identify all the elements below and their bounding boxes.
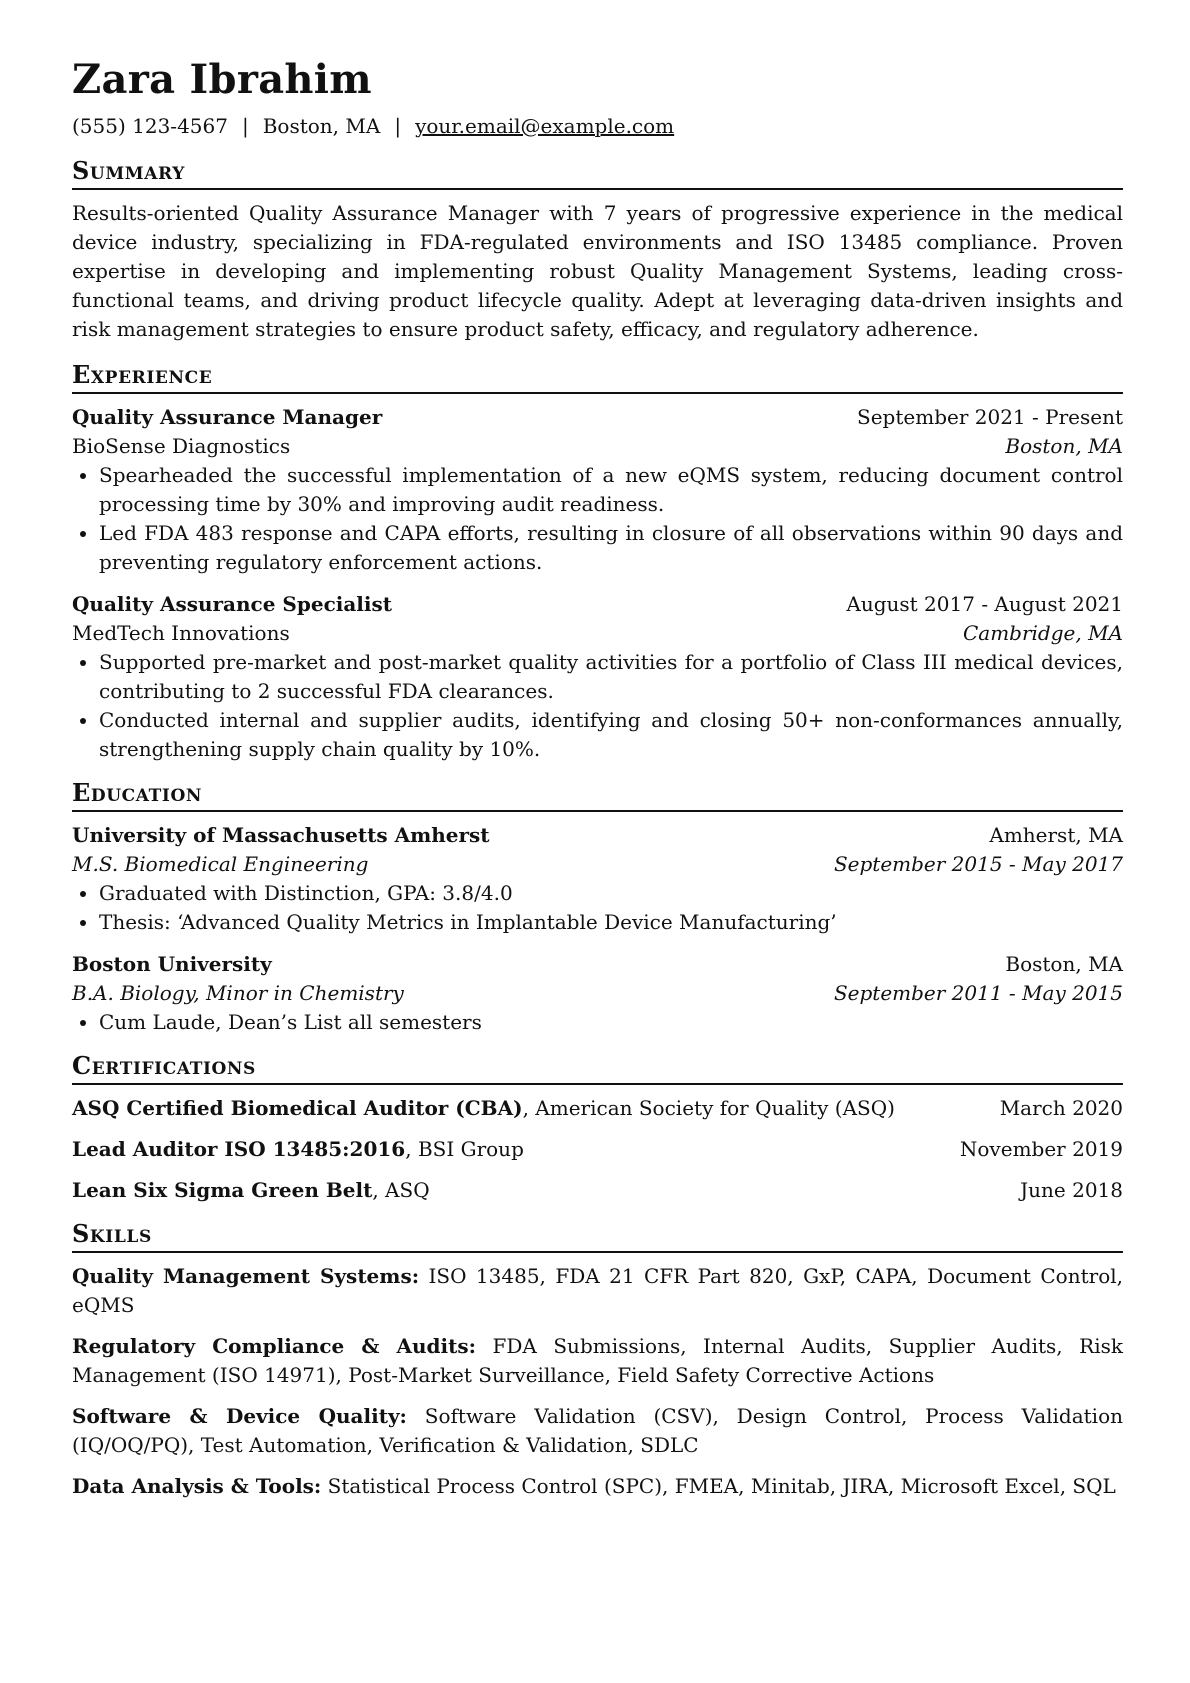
contact-separator: | [241,114,249,138]
school-name: Boston University [72,952,272,976]
skill-list: ISO 13485, FDA 21 CFR Part 820, GxP, CAPA, Document Control, eQMS [72,1264,1123,1317]
section-heading-experience: Experience [72,360,1123,394]
list-item: • Supported pre-market and post-market quality activities for a portfolio of Class III medical devices, contributing to 2 successful FDA clearances. [99,648,1123,706]
section-heading-education: Education [72,778,1123,812]
skill-list: Statistical Process Control (SPC), FMEA, Minitab, JIRA, Microsoft Excel, SQL [321,1474,1116,1498]
certification-row [72,1094,1123,1123]
skill-list: Software Validation (CSV), Design Control, Process Validation (IQ/OQ/PQ), Test Automation, Verification & Validation, SDLC [72,1404,1123,1457]
certification-row [72,1176,1123,1205]
school-name: University of Massachusetts Amherst [72,823,490,847]
experience-entry [72,403,1123,577]
job-dates: August 2017 - August 2021 [846,592,1123,616]
job-bullets [72,461,1123,577]
section-heading-summary: Summary [72,156,1123,190]
skill-row [72,1332,1123,1390]
certification-name: ASQ Certified Biomedical Auditor (CBA) [72,1096,523,1120]
education-dates: September 2011 - May 2015 [833,981,1123,1005]
skill-row [72,1402,1123,1460]
certification-date: June 2018 [1020,1178,1123,1202]
education-dates: September 2015 - May 2017 [833,852,1123,876]
certification-date: November 2019 [959,1137,1123,1161]
resume-name: Zara Ibrahim [72,56,372,103]
job-company: BioSense Diagnostics [72,434,291,458]
degree: B.A. Biology, Minor in Chemistry [72,981,404,1005]
school-location: Amherst, MA [989,823,1123,847]
skill-category: Data Analysis & Tools: [72,1474,322,1498]
degree: M.S. Biomedical Engineering [72,852,369,876]
contact-phone: (555) 123-4567 [72,114,228,138]
section-heading-skills: Skills [72,1219,1123,1253]
education-bullets [72,1008,1123,1037]
summary-text: Results-oriented Quality Assurance Manager with 7 years of progressive experience in the medical device industry, specializing in FDA-regulated environments and ISO 13485 compliance. Proven expertise in developing and implementing robust Quality Management Systems, leading cross-functional teams, and driving product lifecycle quality. Adept at leveraging data-driven insights and risk management strategies to ensure product safety, efficacy, and regulatory adherence. [72,201,1123,341]
skill-row [72,1472,1123,1501]
skill-category: Regulatory Compliance & Audits: [72,1334,477,1358]
list-item: • Cum Laude, Dean’s List all semesters [99,1008,1123,1037]
job-bullets [72,648,1123,764]
skill-row [72,1262,1123,1320]
contact-location: Boston, MA [262,114,381,138]
certification-issuer: , American Society for Quality (ASQ) [522,1096,895,1120]
skill-category: Quality Management Systems: [72,1264,420,1288]
certification-issuer: , ASQ [372,1178,430,1202]
skill-category: Software & Device Quality: [72,1404,407,1428]
contact-email-link[interactable]: your.email@example.com [415,114,675,138]
list-item: • Spearheaded the successful implementation of a new eQMS system, reducing document control processing time by 30% and improving audit readiness. [99,461,1123,519]
job-location: Boston, MA [1005,434,1123,458]
job-title: Quality Assurance Manager [72,405,383,429]
list-item: • Thesis: ‘Advanced Quality Metrics in Implantable Device Manufacturing’ [99,908,1123,937]
certification-name: Lean Six Sigma Green Belt [72,1178,373,1202]
resume-page [72,56,1123,1513]
list-item: • Graduated with Distinction, GPA: 3.8/4.0 [99,879,1123,908]
experience-entry [72,590,1123,764]
section-heading-certifications: Certifications [72,1051,1123,1085]
list-item: • Led FDA 483 response and CAPA efforts, resulting in closure of all observations within 90 days and preventing regulatory enforcement actions. [99,519,1123,577]
education-bullets [72,879,1123,937]
list-item: • Conducted internal and supplier audits, identifying and closing 50+ non-conformances annually, strengthening supply chain quality by 10%. [99,706,1123,764]
certification-row [72,1135,1123,1164]
job-company: MedTech Innovations [72,621,290,645]
job-title: Quality Assurance Specialist [72,592,392,616]
school-location: Boston, MA [1005,952,1123,976]
education-entry [72,821,1123,937]
contact-separator: | [394,114,402,138]
skill-list: FDA Submissions, Internal Audits, Supplier Audits, Risk Management (ISO 14971), Post-Market Surveillance, Field Safety Corrective Actions [72,1334,1123,1387]
education-entry [72,950,1123,1037]
certification-name: Lead Auditor ISO 13485:2016 [72,1137,406,1161]
job-location: Cambridge, MA [962,621,1123,645]
job-dates: September 2021 - Present [857,405,1123,429]
certification-date: March 2020 [999,1096,1123,1120]
certification-issuer: , BSI Group [405,1137,524,1161]
contact-line [72,112,1123,140]
